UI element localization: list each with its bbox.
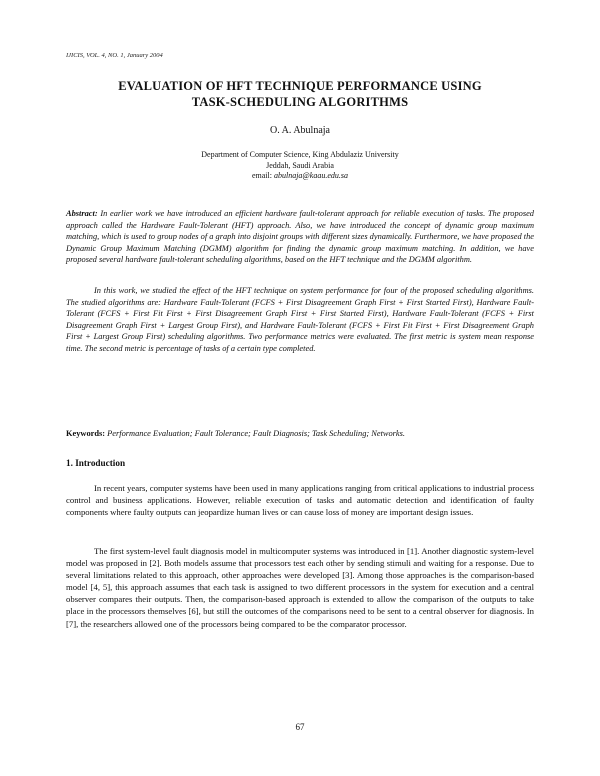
affiliation-department: Department of Computer Science, King Abdulaziz University — [201, 150, 399, 159]
journal-header: IJICIS, VOL. 4, NO. 1, January 2004 — [66, 52, 163, 59]
paper-title — [60, 78, 540, 110]
abstract-paragraph-2: In this work, we studied the effect of the HFT technique on system performance for four of the proposed scheduling algorithms. The studied algorithms are: Hardware Fault-Tolerant (FCFS + First Disagreement Graph First + First Started First), Hardware Fault-Tolerant (FCFS + First Fit First + First Disagreement Graph First + First Started First), Hardware Fault-Tolerant (FCFS + First Disagreement Graph First + Largest Group First), and Hardware Fault-Tolerant (FCFS + First Fit First + First Disagreement Graph First + Largest Group First) scheduling algorithms. Two performance metrics were evaluated. The first metric is system mean response time. The second metric is percentage of tasks of a certain type completed. — [66, 286, 534, 353]
keywords-label: Keywords: — [66, 429, 106, 438]
affiliation-city: Jeddah, Saudi Arabia — [266, 160, 334, 170]
body-paragraph-2: The first system-level fault diagnosis model in multicomputer systems was introduced in [1]. Another diagnostic system-level model was proposed in [2]. Both models assume that processors test each other by sending stimuli and waiting for a response. Due to several limitations related to this approach, other approaches were developed [3]. Among those approaches is the comparison-based model [4, 5], this approach assumes that each task is assigned to two different processors in the system for execution and a central observer compares their outputs. Then, the comparison-based approach is extended to allow the comparison of the outputs to take place in the processors themselves [6], but still the outcomes of the comparisons need to be sent to a central observer for diagnosis. In [7], the researchers allowed one of the processors being compared to be the comparator processor. — [66, 546, 534, 629]
email-address: abulnaja@kaau.edu.sa — [273, 171, 349, 180]
title-line-2: TASK-SCHEDULING ALGORITHMS — [191, 95, 409, 109]
body-paragraph-1: In recent years, computer systems have been used in many applications ranging from critical applications to industrial process control and business applications. However, reliable execution of tasks and automatic detection and identification of faulty components where faulty outputs can jeopardize human lives or can cause loss of money are important design issues. — [66, 483, 534, 518]
page-number: 67 — [295, 722, 305, 732]
section-heading: 1. Introduction — [66, 458, 126, 468]
affiliation-email-line — [60, 171, 540, 182]
keywords-text: Performance Evaluation; Fault Tolerance; Fault Diagnosis; Task Scheduling; Networks. — [107, 429, 405, 438]
abstract-label: Abstract: — [66, 209, 98, 218]
affiliation — [60, 150, 540, 182]
abstract-paragraph-1 — [66, 208, 534, 266]
abstract-text-1: In earlier work we have introduced an efficient hardware fault-tolerant approach for reliable execution of tasks. The proposed approach called the Hardware Fault-Tolerant (HFT) approach. Also, we have introduced the concept of dynamic group maximum matching, which is used to group nodes of a graph into disjoint groups with different sizes dynamically. Furthermore, we have proposed the Dynamic Group Maximum Matching (DGMM) algorithm for finding the dynamic group maximum matching. In addition, we have proposed several hardware fault-tolerant scheduling algorithms, based on the HFT technique and the DGMM algorithm. — [66, 209, 534, 265]
keywords — [66, 428, 534, 439]
author-name: O. A. Abulnaja — [270, 125, 330, 136]
title-line-1: EVALUATION OF HFT TECHNIQUE PERFORMANCE USING — [118, 79, 482, 93]
email-label: email: — [251, 171, 272, 180]
